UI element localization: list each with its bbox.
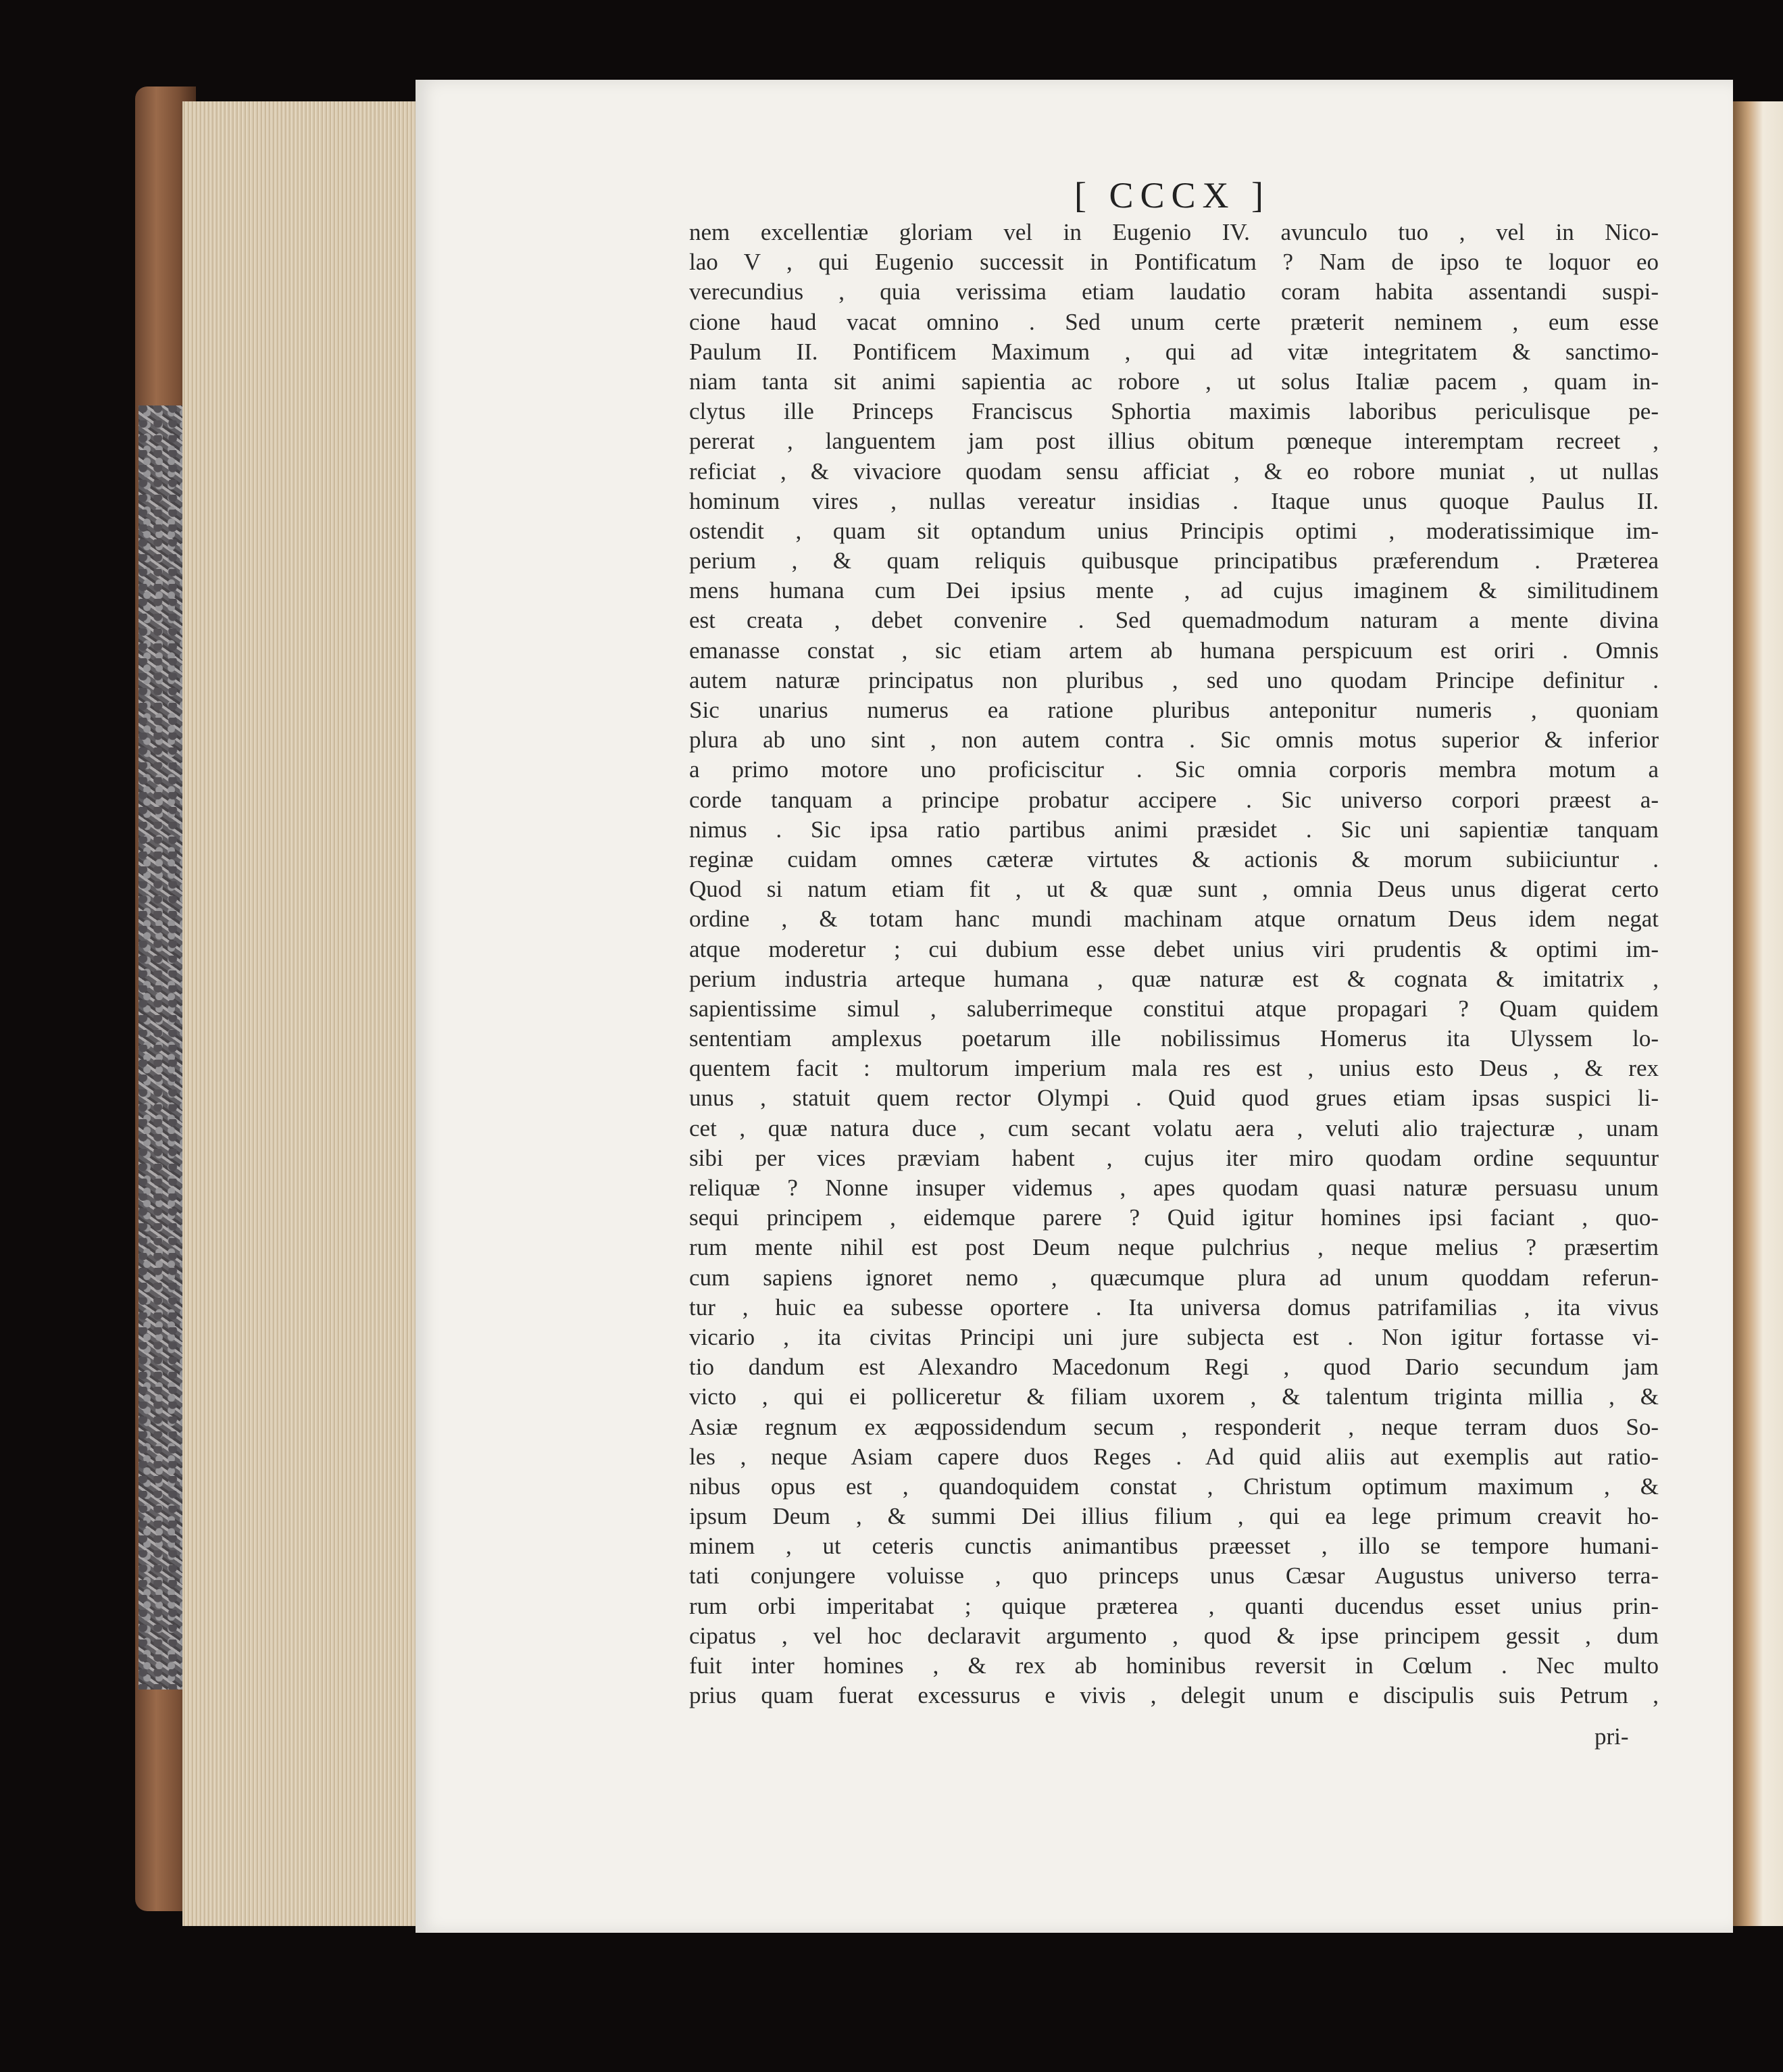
text-line: niam tanta sit animi sapientia ac robore , ut solus Italiæ pacem , quam in- (689, 368, 1659, 395)
text-line: clytus ille Princeps Franciscus Sphortia maximis laboribus periculisque pe- (689, 398, 1659, 425)
text-line: vicario , ita civitas Principi uni jure subjecta est . Non igitur fortasse vi- (689, 1323, 1659, 1350)
text-line: ordine , & totam hanc mundi machinam atque ornatum Deus idem negat (689, 906, 1659, 933)
text-line: rum mente nihil est post Deum neque pulchrius , neque melius ? præsertim (689, 1234, 1659, 1261)
text-line: cet , quæ natura duce , cum secant volatu aera , veluti alio trajecturæ , unam (689, 1114, 1659, 1141)
text-line: verecundius , quia verissima etiam laudatio coram habita assentandi suspi- (689, 278, 1659, 305)
text-line: sibi per vices præviam habent , cujus iter miro quodam ordine sequuntur (689, 1144, 1659, 1171)
text-line: Paulum II. Pontificem Maximum , qui ad vitæ integritatem & sanctimo- (689, 338, 1659, 365)
text-line: fuit inter homines , & rex ab hominibus reversit in Cœlum . Nec multo (689, 1652, 1659, 1679)
text-line: rum orbi imperitabat ; quique præterea , quanti ducendus esset unius prin- (689, 1592, 1659, 1619)
text-line: tio dandum est Alexandro Macedonum Regi , quod Dario secundum jam (689, 1354, 1659, 1381)
text-line: Quod si natum etiam fit , ut & quæ sunt , omnia Deus unus digerat certo (689, 876, 1659, 903)
text-line: reginæ cuidam omnes cæteræ virtutes & actionis & morum subiiciuntur . (689, 845, 1659, 872)
catchword: pri- (1594, 1723, 1629, 1750)
text-line: tur , huic ea subesse oportere . Ita universa domus patrifamilias , ita vivus (689, 1293, 1659, 1321)
text-line: atque moderetur ; cui dubium esse debet unius viri prudentis & optimi im- (689, 935, 1659, 962)
text-line: reliquæ ? Nonne insuper videmus , apes quodam quasi naturæ persuasu unum (689, 1175, 1659, 1201)
text-line: nibus opus est , quandoquidem constat , Christum optimum maximum , & (689, 1473, 1659, 1500)
text-line: autem naturæ principatus non pluribus , sed uno quodam Principe definitur . (689, 666, 1659, 693)
text-line: a primo motore uno proficiscitur . Sic omnia corporis membra motum a (689, 756, 1659, 783)
text-line: mens humana cum Dei ipsius mente , ad cujus imaginem & similitudinem (689, 577, 1659, 604)
text-line: tati conjungere voluisse , quo princeps unus Cæsar Augustus universo terra- (689, 1562, 1659, 1589)
text-line: ostendit , quam sit optandum unius Principis optimi , moderatissimique im- (689, 517, 1659, 544)
text-line: quentem facit : multorum imperium mala res est , unius esto Deus , & rex (689, 1055, 1659, 1082)
text-line: lao V , qui Eugenio successit in Pontificatum ? Nam de ipso te loquor eo (689, 249, 1659, 276)
page-text-body (689, 218, 1659, 1710)
text-line: Sic unarius numerus ea ratione pluribus anteponitur numeris , quoniam (689, 697, 1659, 723)
facing-page-edge (1733, 101, 1783, 1926)
text-line: reficiat , & vivaciore quodam sensu afficiat , & eo robore muniat , ut nullas (689, 458, 1659, 485)
text-line: ipsum Deum , & summi Dei illius filium , qui ea lege primum creavit ho- (689, 1503, 1659, 1530)
text-line: minem , ut ceteris cunctis animantibus præesset , illo se tempore humani- (689, 1533, 1659, 1560)
text-line: pererat , languentem jam post illius obitum pœneque interemptam recreet , (689, 428, 1659, 455)
marbled-cover-edge (139, 405, 186, 1689)
text-line: perium industria arteque humana , quæ naturæ est & cognata & imitatrix , (689, 965, 1659, 992)
text-line: les , neque Asiam capere duos Reges . Ad quid aliis aut exemplis aut ratio- (689, 1443, 1659, 1470)
text-line: cione haud vacat omnino . Sed unum certe præterit neminem , eum esse (689, 308, 1659, 335)
text-line: emanasse constat , sic etiam artem ab humana perspicuum est oriri . Omnis (689, 637, 1659, 664)
text-line: nimus . Sic ipsa ratio partibus animi præsidet . Sic uni sapientiæ tanquam (689, 816, 1659, 843)
text-line: est creata , debet convenire . Sed quemadmodum naturam a mente divina (689, 607, 1659, 634)
text-line: plura ab uno sint , non autem contra . Sic omnis motus superior & inferior (689, 726, 1659, 754)
text-line: cum sapiens ignoret nemo , quæcumque plura ad unum quoddam referun- (689, 1264, 1659, 1291)
text-line: unus , statuit quem rector Olympi . Quid quod grues etiam ipsas suspici li- (689, 1085, 1659, 1112)
text-line: sapientissime simul , saluberrimeque constitui atque propagari ? Quam quidem (689, 995, 1659, 1022)
page-number-heading: [ CCCX ] (1074, 175, 1271, 216)
text-line: Asiæ regnum ex æqpossidendum secum , responderit , neque terram duos So- (689, 1413, 1659, 1440)
text-line: prius quam fuerat excessurus e vivis , delegit unum e discipulis suis Petrum , (689, 1682, 1659, 1709)
text-line: corde tanquam a principe probatur accipere . Sic universo corpori præest a- (689, 786, 1659, 813)
text-line: nem excellentiæ gloriam vel in Eugenio IV. avunculo tuo , vel in Nico- (689, 219, 1659, 245)
text-line: sententiam amplexus poetarum ille nobilissimus Homerus ita Ulyssem lo- (689, 1025, 1659, 1052)
text-line: hominum vires , nullas vereatur insidias . Itaque unus quoque Paulus II. (689, 487, 1659, 514)
page-block-edges (182, 101, 416, 1926)
text-line: sequi principem , eidemque parere ? Quid igitur homines ipsi faciant , quo- (689, 1204, 1659, 1231)
text-line: victo , qui ei polliceretur & filiam uxorem , & talentum triginta millia , & (689, 1383, 1659, 1410)
text-line: cipatus , vel hoc declaravit argumento , quod & ipse principem gessit , dum (689, 1622, 1659, 1649)
text-line: perium , & quam reliquis quibusque principatibus præferendum . Præterea (689, 547, 1659, 574)
